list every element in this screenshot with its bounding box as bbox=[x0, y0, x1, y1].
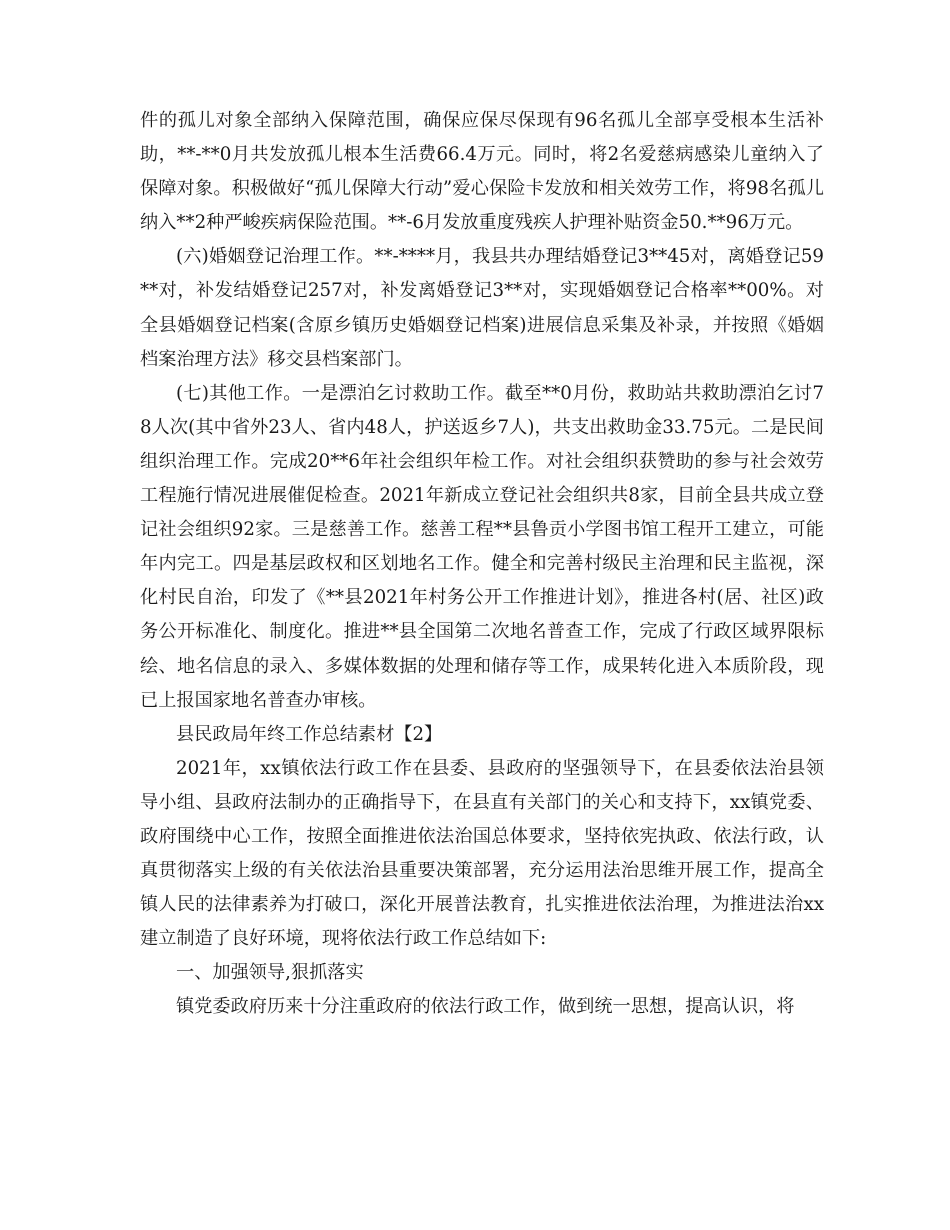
paragraph-other-work: (七)其他工作。一是漂泊乞讨救助工作。截至**0月份，救助站共救助漂泊乞讨78人次(其中省外23人、省内48人，护送返乡7人)，共支出救助金33.75元。二是民间组织治理工作。完成20**6年社会组织年检工作。对社会组织获赞助的参与社会效劳工程施行情况进展催促检查。2021年新成立登记社会组织共8家，目前全县共成立登记社会组织92家。三是慈善工作。慈善工程**县鲁贡小学图书馆工程开工建立，可能年内完工。四是基层政权和区划地名工作。健全和完善村级民主治理和民主监视，深化村民自治，印发了《**县2021年村务公开工作推进计划》，推进各村(居、社区)政务公开标准化、制度化。推进**县全国第二次地名普查工作，完成了行政区域界限标绘、地名信息的录入、多媒体数据的处理和储存等工作，成果转化进入本质阶段，现已上报国家地名普查办审核。 bbox=[140, 382, 824, 711]
subsection-heading: 一、加强领导,狠抓落实 bbox=[176, 962, 364, 984]
document-page bbox=[140, 104, 824, 1025]
section-heading: 县民政局年终工作总结素材【2】 bbox=[176, 723, 443, 745]
paragraph-marriage-registration: (六)婚姻登记治理工作。**-****月，我县共办理结婚登记3**45对，离婚登记59**对，补发结婚登记257对，补发离婚登记3**对，实现婚姻登记合格率**00%。对全县婚姻登记档案(含原乡镇历史婚姻登记档案)进展信息采集及补录，并按照《婚姻档案治理方法》移交县档案部门。 bbox=[140, 246, 824, 370]
paragraph-rule-of-law-summary: 2021年，xx镇依法行政工作在县委、县政府的坚强领导下，在县委依法治县领导小组、县政府法制办的正确指导下，在县直有关部门的关心和支持下，xx镇党委、政府围绕中心工作，按照全面推进依法治国总体要求，坚持依宪执政、依法行政，认真贯彻落实上级的有关依法治县重要决策部署，充分运用法治思维开展工作，提高全镇人民的法律素养为打破口，深化开展普法教育，扎实推进依法治理，为推进法治xx建立制造了良好环境，现将依法行政工作总结如下: bbox=[140, 757, 824, 950]
paragraph-party-committee: 镇党委政府历来十分注重政府的依法行政工作，做到统一思想，提高认识，将 bbox=[176, 996, 795, 1018]
paragraph-orphan-support: 件的孤儿对象全部纳入保障范围，确保应保尽保现有96名孤儿全部享受根本生活补助，**-**0月共发放孤儿根本生活费66.4万元。同时，将2名爱慈病感染儿童纳入了保障对象。积极做好“孤儿保障大行动”爱心保险卡发放和相关效劳工作，将98名孤儿纳入**2种严峻疾病保险范围。**-6月发放重度残疾人护理补贴资金50.**96万元。 bbox=[140, 110, 824, 234]
